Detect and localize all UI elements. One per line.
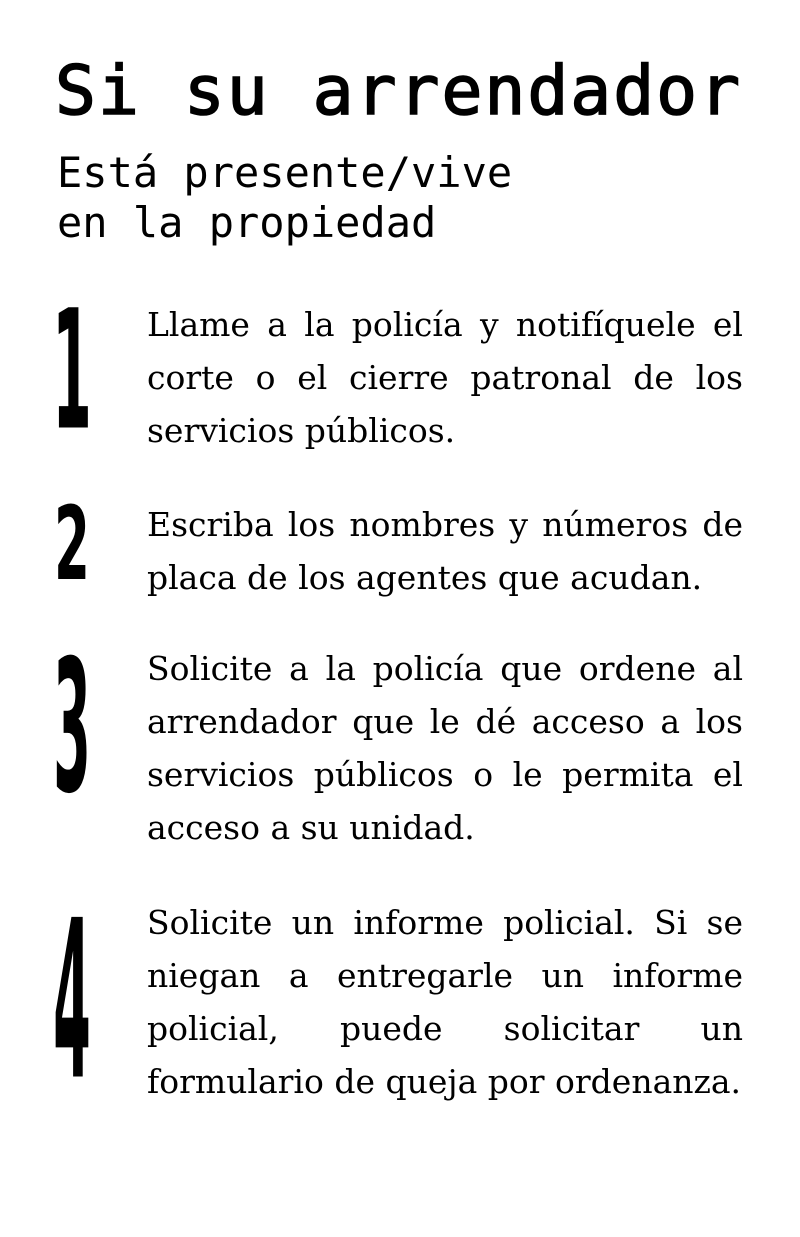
page-title: Si su arrendador [55,52,743,131]
step-text-2: Escriba los nombres y números de placa de los agentes que acudan. [147,505,743,597]
step-number-1: 1 [52,276,92,469]
step-text-1: Llame a la policía y notifíquele el corte o el cierre patronal de los servicios públicos. [147,305,743,450]
step-number-4: 4 [53,875,91,1132]
page-subtitle [57,148,657,248]
step-number-2: 2 [54,485,90,605]
step-text-3: Solicite a la policía que ordene al arrendador que le dé acceso a los servicios públicos o le permita el acceso a su unidad. [147,649,743,847]
step-text-4: Solicite un informe policial. Si se niegan a entregarle un informe policial, puede solicitar un formulario de queja por ordenanza. [147,903,743,1101]
subtitle-line-2: en la propiedad [57,198,437,247]
subtitle-line-1: Está presente/vive [57,148,513,197]
step-number-3: 3 [53,622,91,837]
